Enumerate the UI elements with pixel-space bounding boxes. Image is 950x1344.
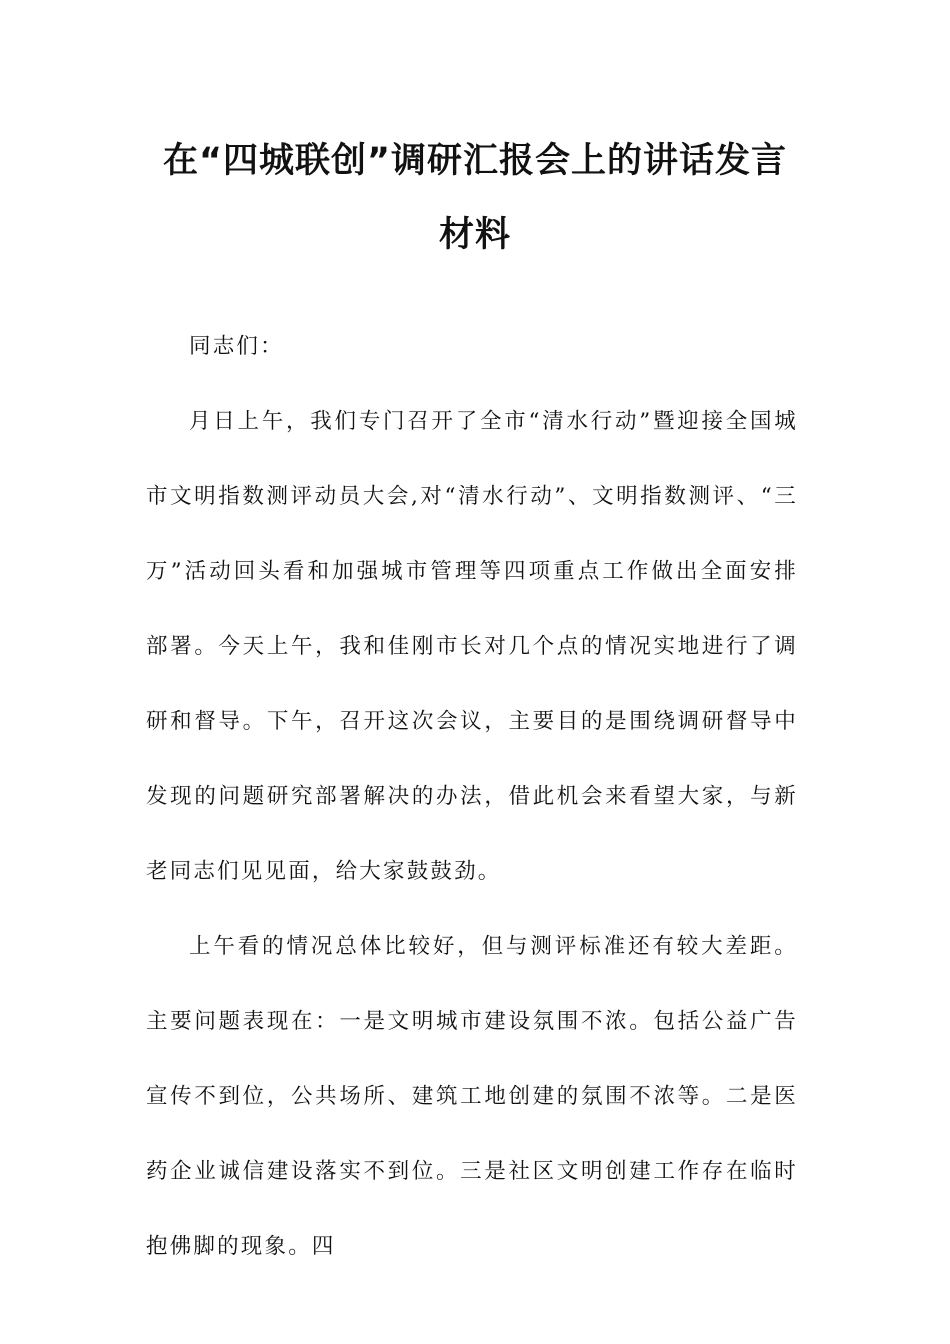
document-title xyxy=(0,124,950,272)
title-line-2: 材料 xyxy=(438,215,511,255)
salutation: 同志们： xyxy=(189,334,284,359)
paragraph-2: 上午看的情况总体比较好，但与测评标准还有较大差距。主要问题表现在：一是文明城市建设氛围不浓。包括公益广告宣传不到位，公共场所、建筑工地创建的氛围不浓等。二是医药企业诚信建设落实不到位。三是社区文明创建工作存在临时抱佛脚的现象。四 xyxy=(146,934,798,1259)
paragraph-1: 月日上午，我们专门召开了全市“清水行动”暨迎接全国城市文明指数测评动员大会,对“清水行动”、文明指数测评、“三万”活动回头看和加强城市管理等四项重点工作做出全面安排部署。今天上午，我和佳刚市长对几个点的情况实地进行了调研和督导。下午，召开这次会议，主要目的是围绕调研督导中发现的问题研究部署解决的办法，借此机会来看望大家，与新老同志们见见面，给大家鼓鼓劲。 xyxy=(146,409,798,884)
document-body xyxy=(146,309,798,1284)
title-line-1: 在“四城联创”调研汇报会上的讲话发言 xyxy=(162,141,787,181)
